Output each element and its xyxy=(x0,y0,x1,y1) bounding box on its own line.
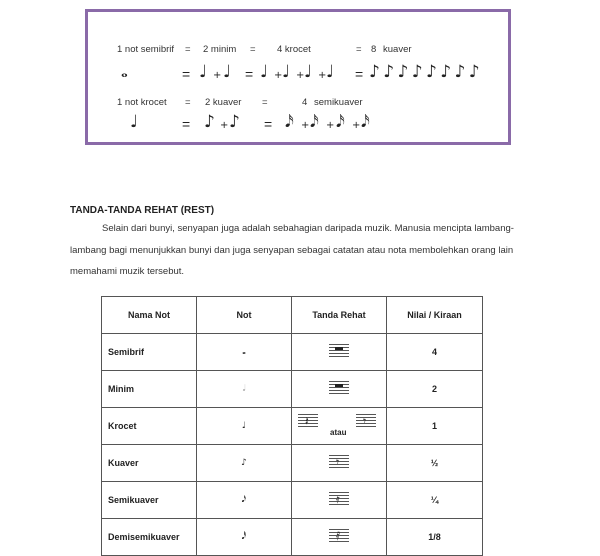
semiquaver-rest-icon: 𝄿 xyxy=(292,482,387,519)
quaver-note-symbol: ♪ xyxy=(229,112,240,132)
label-eq: = xyxy=(185,97,191,108)
note-name: Minim xyxy=(102,371,197,408)
demisemiquaver-note-icon: 𝅘𝅥𝅰 xyxy=(197,519,292,556)
semiquaver-note-symbol: 𝅘𝅥𝅯 xyxy=(310,112,319,132)
note-value: 2 xyxy=(387,371,483,408)
table-row xyxy=(102,334,483,371)
plus-sign: + xyxy=(296,70,305,81)
table-row xyxy=(102,371,483,408)
quaver-rest-icon: 𝄾 xyxy=(292,445,387,482)
label-eq: = xyxy=(185,44,191,55)
minim-note-symbol: ♩ xyxy=(223,62,232,82)
crotchet-rest-icon: 𝄽 atau 𝄾 xyxy=(292,408,387,445)
label-semikuaver: semikuaver xyxy=(314,97,363,108)
note-value: ½ xyxy=(387,445,483,482)
table-row xyxy=(102,482,483,519)
label-kuaver: 2 kuaver xyxy=(205,97,242,108)
semiquaver-note-symbol: 𝅘𝅥𝅯 xyxy=(285,112,294,132)
label-minim: 2 minim xyxy=(203,44,237,55)
header-nama-not: Nama Not xyxy=(102,297,197,334)
section-heading: TANDA-TANDA REHAT (REST) xyxy=(70,205,215,216)
note-value: 1 xyxy=(387,408,483,445)
label-crotchet: 1 not krocet xyxy=(117,97,167,108)
alternative-label: atau xyxy=(330,428,347,437)
note-name: Semibrif xyxy=(102,334,197,371)
paragraph-line: Selain dari bunyi, senyapan juga adalah sebahagian daripada muzik. Manusia mencipta lambang- xyxy=(102,223,514,234)
demisemiquaver-rest-icon: 𝅀 xyxy=(292,519,387,556)
minim-rest-icon xyxy=(292,371,387,408)
plus-sign: + xyxy=(352,120,361,131)
semiquaver-note-symbol: 𝅘𝅥𝅯 xyxy=(361,112,370,132)
plus-sign: + xyxy=(301,120,310,131)
crotchet-note-symbol: ♩ xyxy=(130,112,139,132)
label-semibreve: 1 not semibrif xyxy=(117,44,175,55)
header-nilai-kiraan: Nilai / Kiraan xyxy=(387,297,483,334)
label-eq: = xyxy=(356,44,362,55)
equals-sign: = xyxy=(355,66,364,82)
note-name: Krocet xyxy=(102,408,197,445)
semiquaver-note-symbol: 𝅘𝅥𝅯 xyxy=(336,112,345,132)
label-eq: = xyxy=(250,44,256,55)
paragraph-line: lambang bagi menunjukkan bunyi dan juga senyapan sebagai catatan atau nota membolehkan orang lain xyxy=(70,245,514,256)
plus-sign: + xyxy=(318,70,327,81)
equals-sign: = xyxy=(182,116,191,132)
note-name: Semikuaver xyxy=(102,482,197,519)
note-value: ¼ xyxy=(387,482,483,519)
equals-sign: = xyxy=(264,116,273,132)
note-name: Demisemikuaver xyxy=(102,519,197,556)
table-row xyxy=(102,408,483,445)
equals-sign: = xyxy=(182,66,191,82)
crotchet-note-icon: ♩ xyxy=(197,408,292,445)
table-row xyxy=(102,445,483,482)
label-four: 4 xyxy=(302,97,308,108)
minim-note-symbol: ♩ xyxy=(199,62,208,82)
semibreve-note-icon: 𝅝 xyxy=(197,334,292,371)
note-value: 1/8 xyxy=(387,519,483,556)
note-name: Kuaver xyxy=(102,445,197,482)
plus-sign: + xyxy=(220,120,229,131)
note-value: 4 xyxy=(387,334,483,371)
semibreve-note-symbol: 𝅝 xyxy=(121,62,128,82)
label-eq: = xyxy=(262,97,268,108)
crotchet-note-symbol: ♩ xyxy=(260,62,269,82)
minim-note-icon: 𝅗𝅥 xyxy=(197,371,292,408)
quaver-note-icon: ♪ xyxy=(197,445,292,482)
header-tanda-rehat: Tanda Rehat xyxy=(292,297,387,334)
semibreve-rest-icon xyxy=(292,334,387,371)
label-eight: 8 xyxy=(371,44,377,55)
plus-sign: + xyxy=(274,70,283,81)
crotchet-note-symbol: ♩ xyxy=(304,62,313,82)
plus-sign: + xyxy=(326,120,335,131)
paragraph-line: memahami muzik tersebut. xyxy=(70,266,185,277)
label-kuaver: kuaver xyxy=(383,44,412,55)
semiquaver-note-icon: 𝅘𝅥𝅯 xyxy=(197,482,292,519)
equals-sign: = xyxy=(245,66,254,82)
quaver-note-symbol: ♪ xyxy=(204,112,215,132)
plus-sign: + xyxy=(213,70,222,81)
rest-symbols-table xyxy=(101,296,483,556)
table-header-row xyxy=(102,297,483,334)
table-row xyxy=(102,519,483,556)
quaver-notes-symbols: ♪ ♪ ♪ ♪ ♪ ♪ ♪ ♪ xyxy=(369,62,479,82)
label-krocet: 4 krocet xyxy=(277,44,311,55)
header-not: Not xyxy=(197,297,292,334)
crotchet-note-symbol: ♩ xyxy=(326,62,335,82)
crotchet-note-symbol: ♩ xyxy=(282,62,291,82)
